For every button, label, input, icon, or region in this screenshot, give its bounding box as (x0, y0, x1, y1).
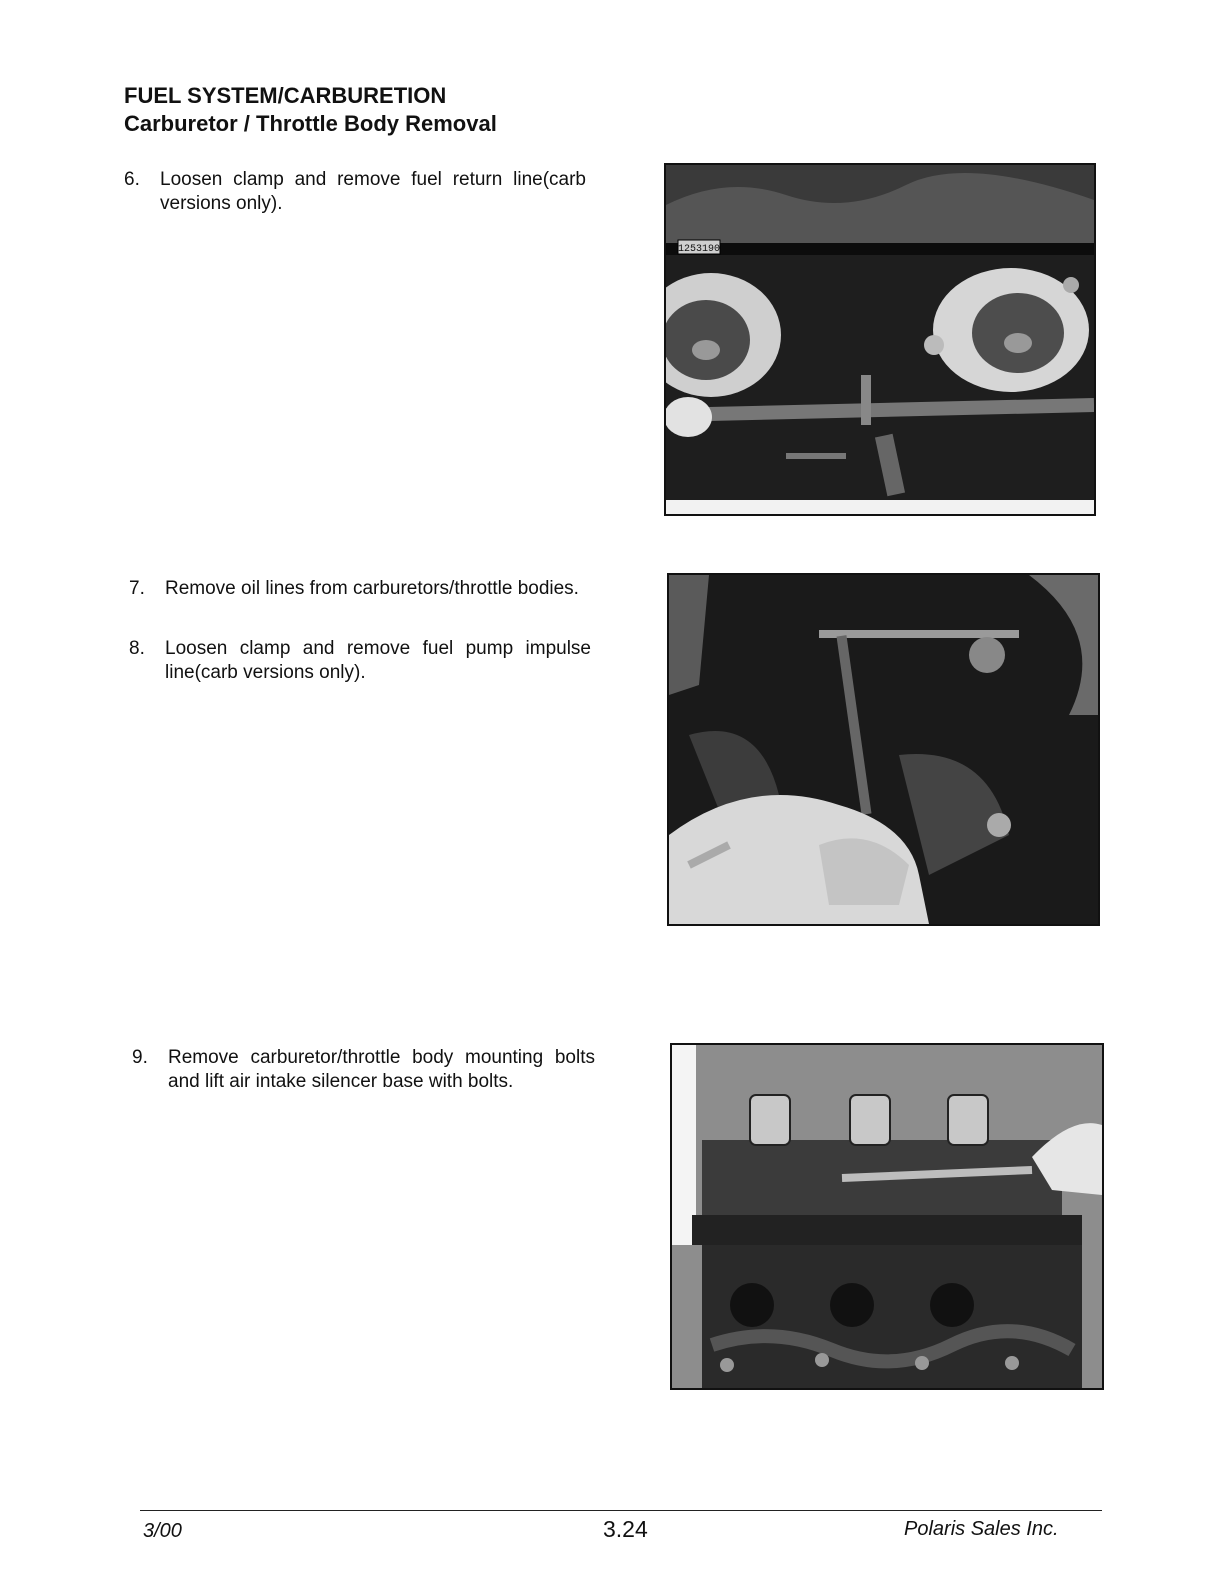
page-number: 3.24 (603, 1516, 648, 1542)
photo-fuel-return-line (664, 163, 1096, 516)
step-number: 9. (132, 1047, 148, 1068)
step-number: 7. (129, 578, 145, 599)
engine-photo-illustration (669, 575, 1098, 924)
page-title: Carburetor / Throttle Body Removal (124, 111, 497, 136)
footer-date: 3/00 (143, 1520, 182, 1542)
page-header (124, 82, 497, 138)
photo-silencer-base (670, 1043, 1104, 1390)
footer-divider (140, 1510, 1102, 1511)
step-number: 6. (124, 169, 140, 190)
step-9 (132, 1046, 595, 1094)
step-text: Remove carburetor/throttle body mounting bolts and lift air intake silencer base with bolts. (168, 1047, 595, 1092)
footer-publisher: Polaris Sales Inc. (904, 1518, 1059, 1540)
engine-photo-illustration (672, 1045, 1102, 1388)
step-text: Loosen clamp and remove fuel pump impulse line(carb versions only). (165, 638, 591, 683)
step-7 (129, 577, 591, 601)
step-6 (124, 168, 586, 216)
engine-photo-illustration (666, 165, 1094, 514)
photo-label-text: 1253190 (677, 244, 721, 255)
section-title: FUEL SYSTEM/CARBURETION (124, 83, 447, 108)
step-8 (129, 637, 591, 685)
photo-oil-lines (667, 573, 1100, 926)
step-number: 8. (129, 638, 145, 659)
step-text: Loosen clamp and remove fuel return line(carb versions only). (160, 169, 586, 214)
step-text: Remove oil lines from carburetors/throttle bodies. (165, 578, 579, 599)
